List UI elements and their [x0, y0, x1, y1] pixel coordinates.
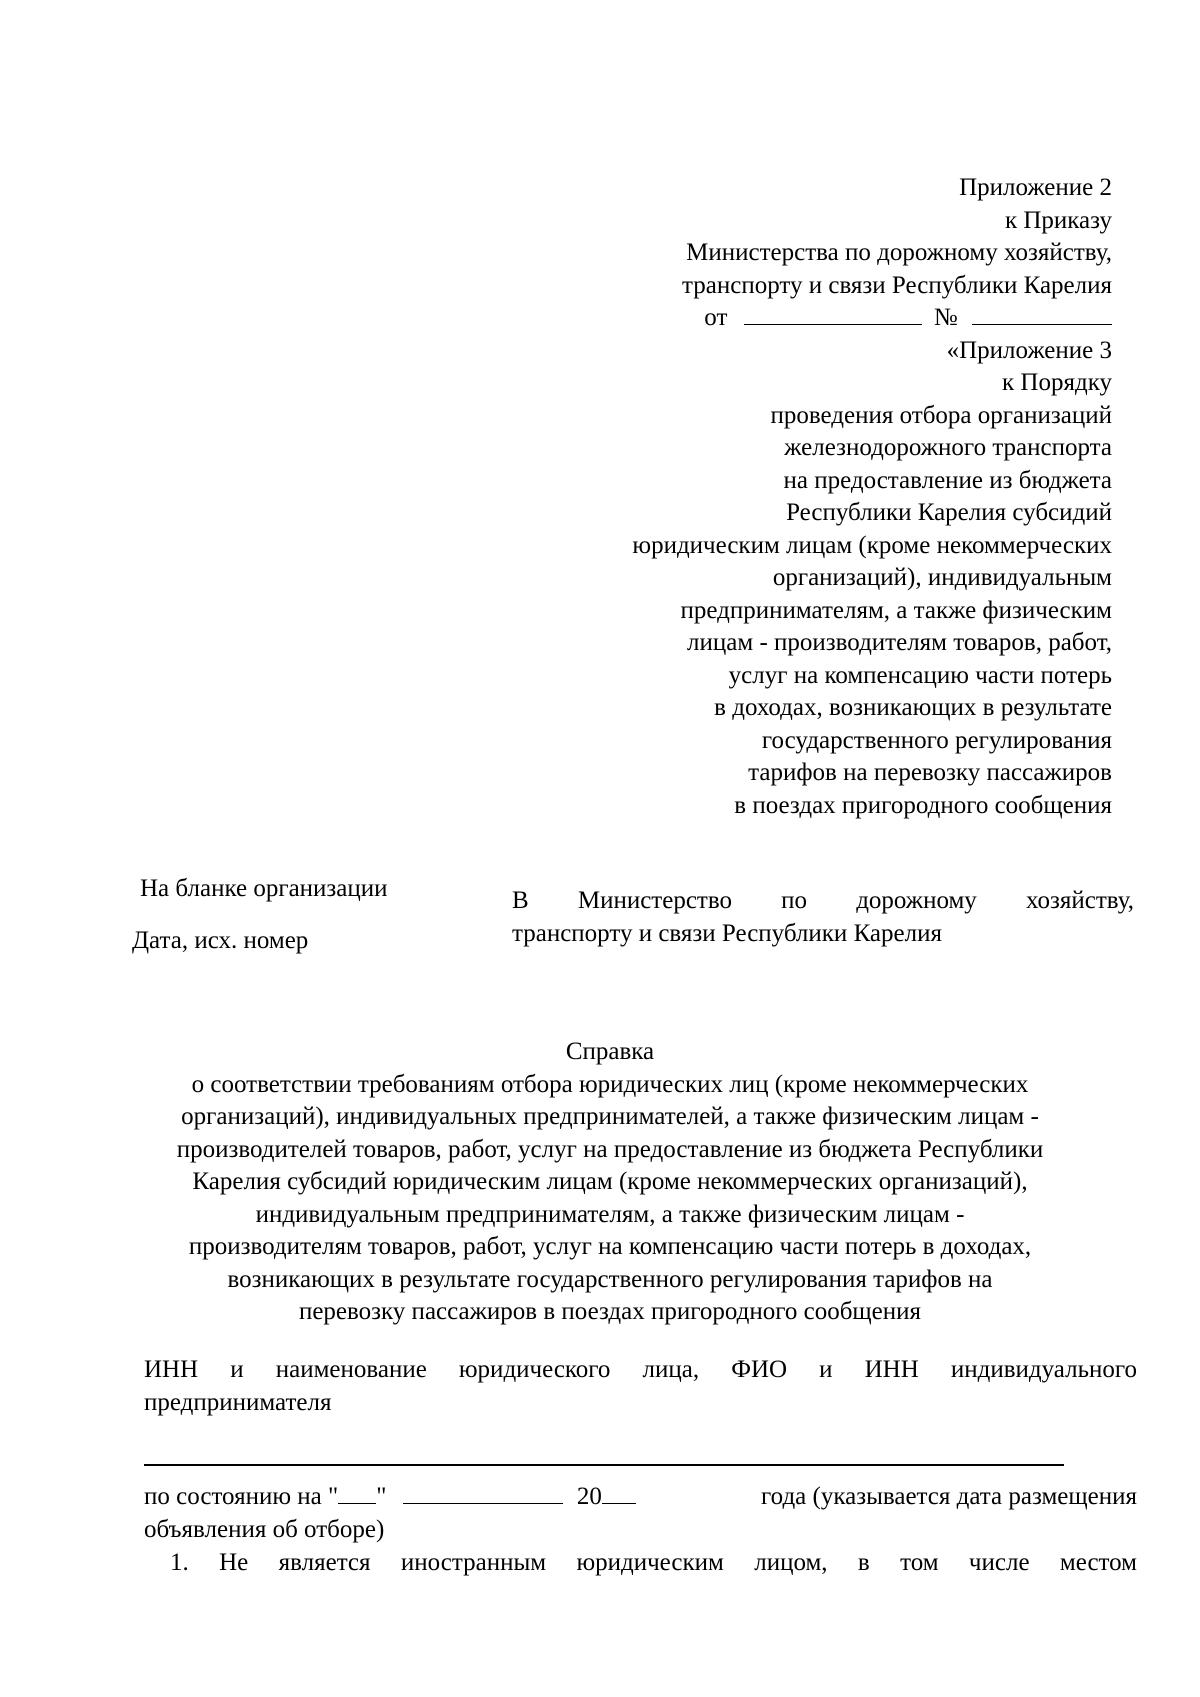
- certificate-subtitle-line: производителей товаров, работ, услуг на предоставление из бюджета Республики: [176, 1135, 1044, 1163]
- item-1-paragraph: [144, 1546, 1137, 1579]
- as-of-prefix: по состоянию на ": [144, 1483, 339, 1510]
- recipient-line: транспорту и связи Республики Карелия: [512, 920, 942, 947]
- year-prefix: 20: [576, 1483, 602, 1510]
- appendix-sub-line: услуг на компенсацию части потерь: [728, 661, 1112, 689]
- appendix-sub-line: проведения отбора организаций: [770, 401, 1112, 429]
- blank-label: На бланке организации: [140, 875, 388, 902]
- order-date-number-line: [412, 302, 1112, 335]
- as-of-suffix: года (указывается дата размещения: [761, 1483, 1137, 1510]
- appendix-line: Приложение 2: [959, 174, 1112, 201]
- certificate-subtitle-line: возникающих в результате государственного регулирования тарифов на: [227, 1265, 993, 1293]
- appendix-sub-line: юридическим лицам (кроме некоммерческих: [632, 531, 1112, 559]
- order-number-blank: [972, 302, 1112, 325]
- appendix-sub-line: железнодорожного транспорта: [784, 434, 1112, 461]
- appendix-header: [412, 172, 1112, 822]
- appendix-sub-line: на предоставление из бюджета: [783, 466, 1112, 494]
- certificate-title-block: [120, 1036, 1100, 1329]
- date-number-label: Дата, исх. номер: [132, 927, 309, 954]
- as-of-line: [144, 1480, 1137, 1513]
- appendix-sub-line: Республики Карелия субсидий: [786, 499, 1112, 526]
- certificate-subtitle-line: индивидуальным предпринимателям, а также физическим лицам -: [255, 1200, 965, 1228]
- certificate-subtitle-line: производителям товаров, работ, услуг на компенсацию части потерь в доходах,: [188, 1233, 1032, 1260]
- as-of-quote-close: ": [376, 1483, 387, 1510]
- day-blank: [338, 1481, 376, 1504]
- appendix-sub-line: организаций), индивидуальным: [772, 564, 1112, 591]
- as-of-line: объявления об отборе): [144, 1516, 385, 1543]
- certificate-subtitle-line: организаций), индивидуальных предпринимателей, а также физическим лицам -: [181, 1103, 1039, 1130]
- certificate-title: Справка: [565, 1038, 655, 1065]
- as-of-paragraph: [144, 1480, 1137, 1546]
- year-blank: [602, 1481, 636, 1504]
- appendix-line: транспорту и связи Республики Карелия: [682, 271, 1112, 299]
- order-date-blank: [744, 302, 922, 325]
- appendix-sub-line: тарифов на перевозку пассажиров: [748, 759, 1112, 786]
- inn-fill-line: [144, 1464, 1064, 1466]
- appendix-line: Министерства по дорожному хозяйству,: [686, 239, 1112, 266]
- inn-line: предпринимателя: [144, 1389, 332, 1416]
- appendix-sub-line: лицам - производителям товаров, работ,: [687, 629, 1112, 656]
- recipient-block: [512, 884, 1134, 950]
- inn-line: ИНН и наименование юридического лица, ФИО и ИНН индивидуального: [144, 1356, 1137, 1383]
- appendix-sub-line: государственного регулирования: [761, 726, 1112, 754]
- appendix-line: к Приказу: [1004, 206, 1112, 234]
- certificate-subtitle-line: перевозку пассажиров в поездах пригородного сообщения: [298, 1298, 922, 1325]
- appendix-sub-line: в поездах пригородного сообщения: [734, 791, 1112, 819]
- as-of-prefix-group: [144, 1480, 636, 1513]
- item-1-line: 1. Не является иностранным юридическим лицом, в том числе местом: [170, 1549, 1137, 1576]
- certificate-subtitle-line: о соответствии требованиям отбора юридических лиц (кроме некоммерческих: [191, 1070, 1029, 1098]
- appendix-sub-line: к Порядку: [1002, 369, 1112, 396]
- inn-paragraph: [144, 1353, 1137, 1419]
- appendix-sub-line: в доходах, возникающих в результате: [714, 694, 1112, 721]
- appendix-sub-line: «Приложение 3: [946, 336, 1112, 364]
- order-number-label: №: [933, 304, 958, 331]
- certificate-subtitle-line: Карелия субсидий юридическим лицам (кроме некоммерческих организаций),: [192, 1168, 1028, 1195]
- recipient-line: В Министерство по дорожному хозяйству,: [512, 887, 1134, 914]
- month-blank: [403, 1481, 563, 1504]
- letterhead-block: [132, 873, 388, 957]
- appendix-sub-line: предпринимателям, а также физическим: [680, 596, 1112, 624]
- order-from-label: от: [704, 304, 728, 331]
